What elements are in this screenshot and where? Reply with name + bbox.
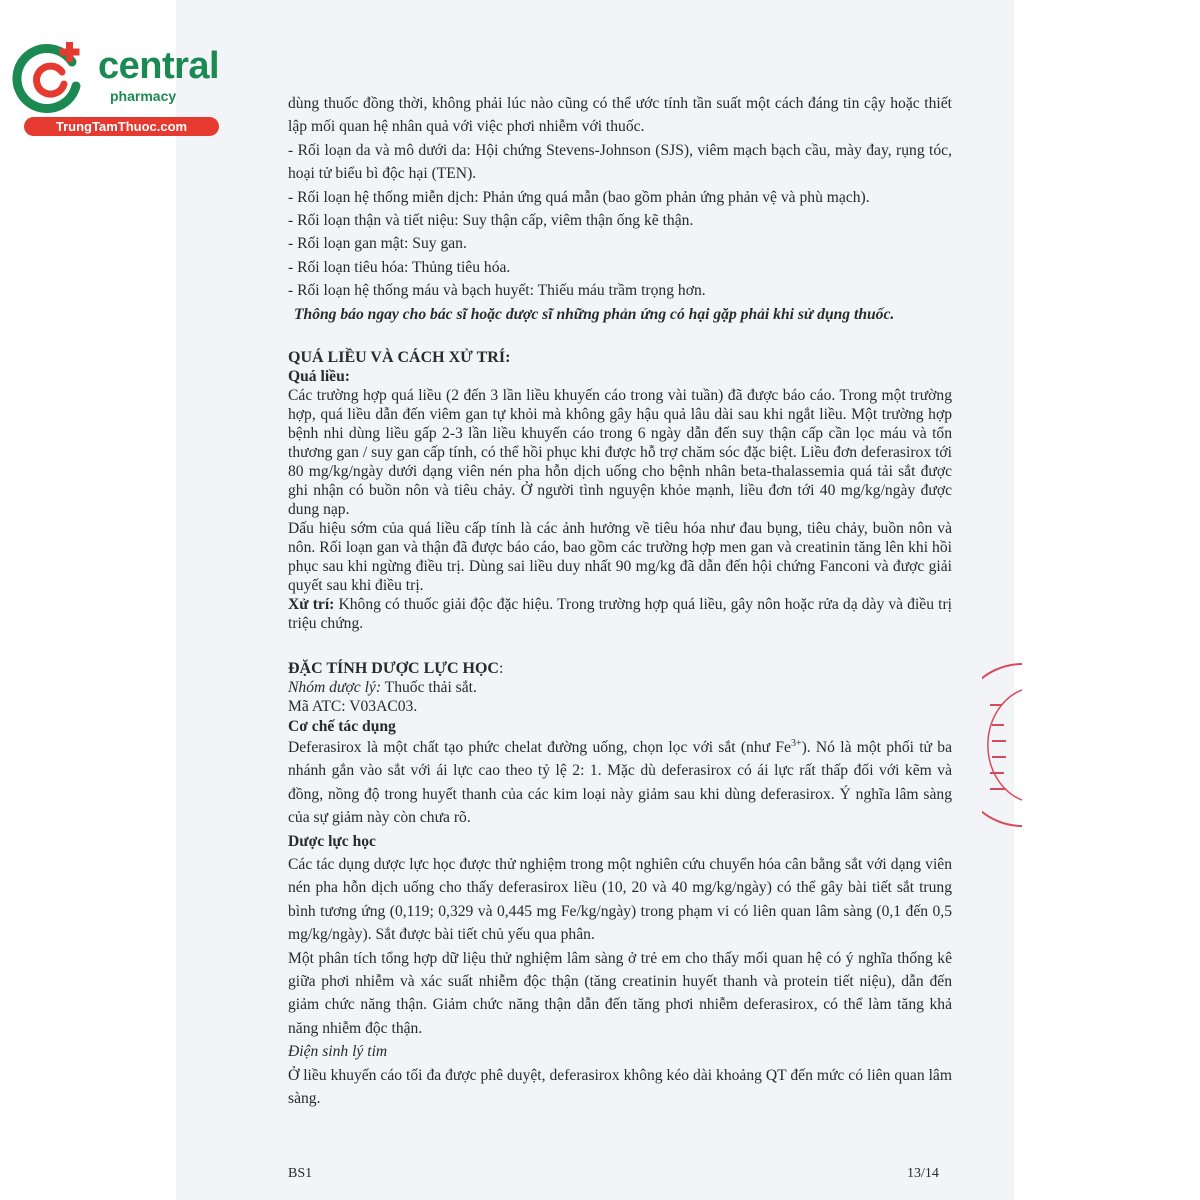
adverse-intro: dùng thuốc đồng thời, không phải lúc nào cũng có thể ước tính tần suất một cách đáng tin cậy hoặc thiết lập mối quan hệ nhân quả với việc phơi nhiễm với thuốc. [288, 95, 952, 136]
mechanism-heading: Cơ chế tác dụng [288, 717, 396, 735]
cardiac-electrophysiology-text: Ở liều khuyến cáo tối đa được phê duyệt, deferasirox không kéo dài khoảng QT đến mức có liên quan lâm sàng. [288, 1066, 952, 1107]
atc-code: Mã ATC: V03AC03. [288, 698, 418, 716]
overdose-subheading: Quá liều: [288, 368, 350, 386]
overdose-heading: QUÁ LIỀU VÀ CÁCH XỬ TRÍ: [288, 349, 511, 367]
document-body [288, 92, 952, 1110]
central-pharmacy-logo[interactable] [10, 36, 220, 136]
adverse-item: - Rối loạn hệ thống miễn dịch: Phản ứng quá mẫn (bao gồm phản ứng phản vệ và phù mạch). [288, 188, 870, 206]
pharmacodynamics-subheading: Dược lực học [288, 832, 376, 850]
adverse-item: - Rối loạn da và mô dưới da: Hội chứng Stevens-Johnson (SJS), viêm mạch bạch cầu, mày đay, rụng tóc, hoại tử biểu bì độc hại (TEN). [288, 141, 952, 183]
brand-url[interactable]: TrungTamThuoc.com [24, 117, 219, 136]
group-value: Thuốc thải sắt. [381, 679, 477, 697]
mechanism-text-a: Deferasirox là một chất tạo phức chelat đường uống, chọn lọc với sắt (như Fe [288, 738, 791, 756]
pharmaco-group [288, 678, 952, 697]
adverse-item: - Rối loạn thận và tiết niệu: Suy thận cấp, viêm thận ống kẽ thận. [288, 212, 694, 230]
mechanism-text [288, 736, 952, 830]
document-code: BS1 [288, 1166, 313, 1181]
adverse-item: - Rối loạn tiêu hóa: Thủng tiêu hóa. [288, 258, 511, 276]
brand-name: central [98, 45, 220, 87]
treatment-label: Xử trí: [288, 596, 335, 614]
company-stamp [982, 660, 1022, 830]
adverse-item: - Rối loạn gan mật: Suy gan. [288, 235, 467, 253]
overdose-treatment [288, 595, 952, 633]
overdose-paragraph: Dấu hiệu sớm của quá liều cấp tính là các ảnh hưởng về tiêu hóa như đau bụng, tiêu chảy, buồn nôn và nôn. Rối loạn gan và thận đã được báo cáo, bao gồm các trường hợp men gan và creatinin tăng lên khi hồi phục sau khi ngừng điều trị. Dùng sai liều duy nhất 90 mg/kg đã dẫn đến hội chứng Fanconi và được giải quyết sau khi điều trị. [288, 520, 952, 595]
page-number: 13/14 [907, 1166, 939, 1181]
adverse-item: - Rối loạn hệ thống máu và bạch huyết: Thiếu máu trầm trọng hơn. [288, 282, 706, 300]
pharmaco-title-colon: : [498, 660, 504, 678]
pharmaco-title: ĐẶC TÍNH DƯỢC LỰC HỌC [288, 660, 499, 678]
group-label: Nhóm dược lý: [288, 679, 382, 697]
pharmacodynamics-heading [288, 659, 952, 678]
iron-charge: 3+ [790, 737, 802, 749]
pharmacodynamics-paragraph: Các tác dụng dược lực học được thử nghiệm trong một nghiên cứu chuyển hóa cân bằng sắt với dạng viên nén pha hỗn dịch uống cho thấy deferasirox liều (10, 20 và 40 mg/kg/ngày) có thể gây bài tiết sắt trung bình tương ứng (0,119; 0,329 và 0,445 mg Fe/kg/ngày) trong phạm vi có liên quan lâm sàng (0,1 đến 0,5 mg/kg/ngày). Sắt được bài tiết chủ yếu qua phân. [288, 855, 952, 944]
mechanism-text-b: ). Nó là một phối tử ba nhánh gắn vào sắt với ái lực cao theo tỷ lệ 2: 1. Mặc dù deferasirox có ái lực rất thấp đối với kẽm và đồng, nồng độ trong huyết thanh của các kim loại này giảm sau khi dùng deferasirox. Ý nghĩa lâm sàng của sự giảm này còn chưa rõ. [288, 738, 952, 827]
cardiac-electrophysiology-heading: Điện sinh lý tim [288, 1043, 388, 1061]
brand-subtitle: pharmacy [110, 88, 177, 104]
pharmacy-cross-icon [10, 36, 90, 116]
pharmacodynamics-paragraph: Một phân tích tổng hợp dữ liệu thử nghiệm lâm sàng ở trẻ em cho thấy mối quan hệ có ý nghĩa thống kê giữa phơi nhiễm và xác suất nhiễm độc thận (tăng creatinin huyết thanh và protein tiết niệu), dẫn đến giảm chức năng thận. Giảm chức năng thận dẫn đến tăng phơi nhiễm deferasirox, có thể làm tăng khả năng nhiễm độc thận. [288, 949, 952, 1037]
treatment-text: Không có thuốc giải độc đặc hiệu. Trong trường hợp quá liều, gây nôn hoặc rửa dạ dày và điều trị triệu chứng. [288, 596, 952, 633]
overdose-paragraph: Các trường hợp quá liều (2 đến 3 lần liều khuyến cáo trong vài tuần) đã được báo cáo. Trong một trường hợp, quá liều dẫn đến viêm gan tự khỏi mà không gây hậu quả lâu dài sau khi ngắt liều. Một trường hợp bệnh nhi dùng liều gấp 2-3 lần liều khuyến cáo trong 6 ngày dẫn đến suy thận cấp cần lọc máu và tổn thương gan / suy gan cấp tính, có thể hồi phục khi được hỗ trợ chăm sóc đặc biệt. Liều đơn deferasirox tới 80 mg/kg/ngày dưới dạng viên nén pha hỗn dịch uống cho bệnh nhân beta-thalassemia quá tải sắt được ghi nhận có buồn nôn và tiêu chảy. Ở người tình nguyện khỏe mạnh, liều đơn tới 40 mg/kg/ngày được dung nạp. [288, 387, 952, 519]
adverse-notice: Thông báo ngay cho bác sĩ hoặc dược sĩ những phản ứng có hại gặp phải khi sử dụng thuốc. [294, 305, 895, 323]
